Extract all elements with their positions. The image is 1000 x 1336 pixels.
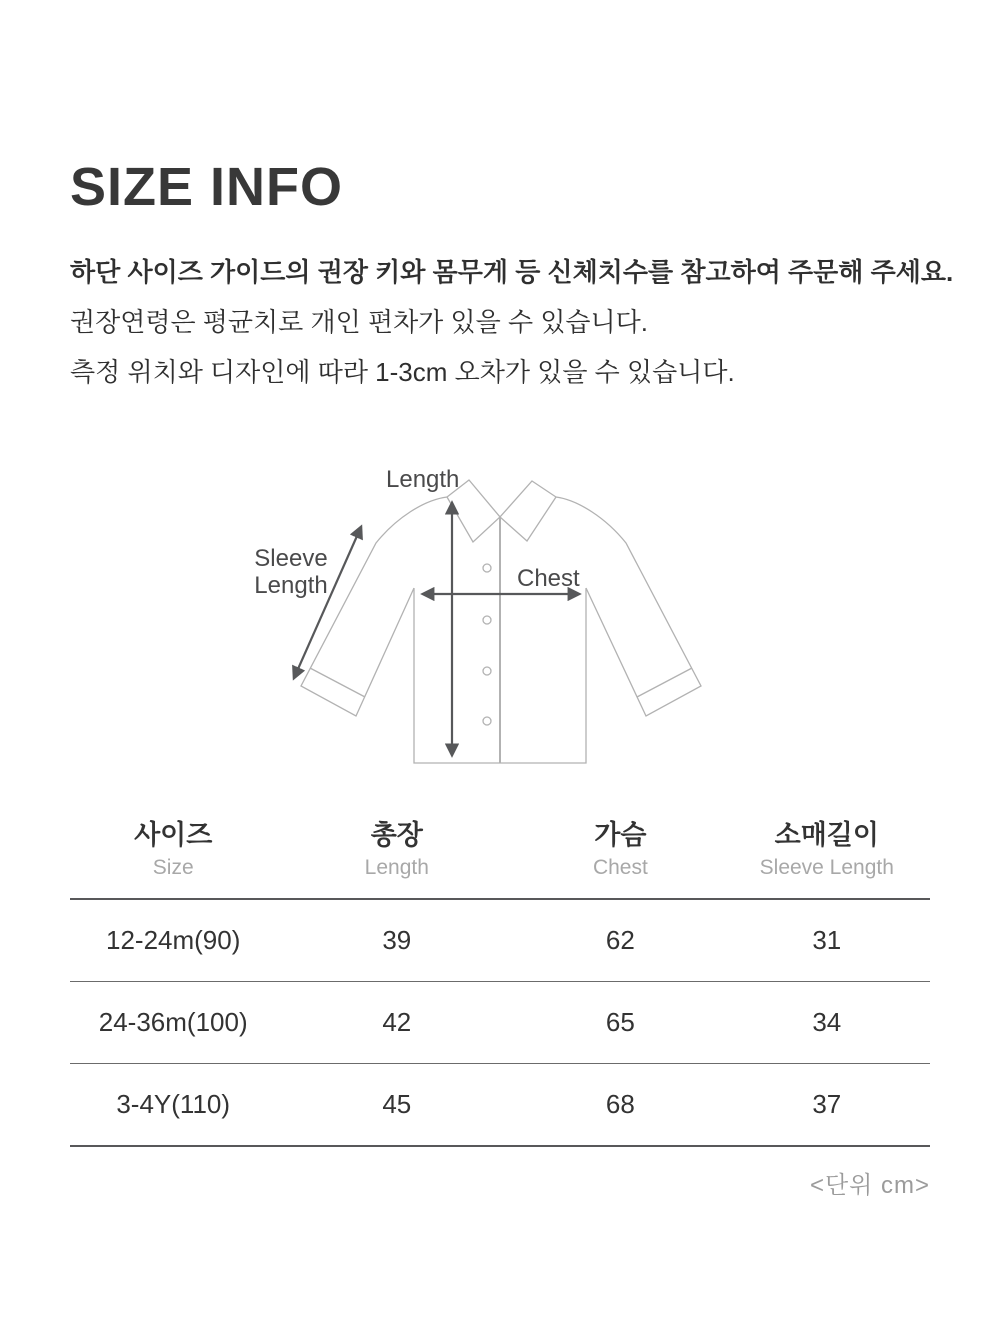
sleeve-length-label-line1: Sleeve <box>254 545 328 572</box>
cell-length: 45 <box>276 1064 517 1147</box>
page-title: SIZE INFO <box>70 157 344 218</box>
measurement-arrows <box>294 503 579 755</box>
header-length-en: Length <box>364 856 429 879</box>
cell-size: 24-36m(100) <box>70 982 276 1064</box>
length-label: Length <box>386 466 460 493</box>
cell-length: 39 <box>276 899 517 982</box>
cell-sleeve: 34 <box>724 982 930 1064</box>
header-length <box>276 810 517 899</box>
header-sleeve-length-ko: 소매길이 <box>774 820 879 850</box>
cell-chest: 65 <box>517 982 723 1064</box>
cell-chest: 62 <box>517 899 723 982</box>
shirt-diagram-svg <box>250 450 720 770</box>
button-dot <box>483 717 491 725</box>
table-row <box>70 899 930 982</box>
cell-chest: 68 <box>517 1064 723 1147</box>
header-length-ko: 총장 <box>370 820 423 850</box>
size-table <box>70 810 930 1147</box>
header-chest <box>517 810 723 899</box>
button-dot <box>483 564 491 572</box>
cell-size: 3-4Y(110) <box>70 1064 276 1147</box>
size-table-header-row <box>70 810 930 899</box>
button-dot <box>483 667 491 675</box>
header-chest-en: Chest <box>592 856 648 879</box>
intro-line-1: 하단 사이즈 가이드의 권장 키와 몸무게 등 신체치수를 참고하여 주문해 주세요. <box>70 257 954 287</box>
header-size <box>70 810 276 899</box>
intro-line-3: 측정 위치와 디자인에 따라 1-3cm 오차가 있을 수 있습니다. <box>70 357 735 387</box>
header-size-ko: 사이즈 <box>134 820 213 850</box>
table-row <box>70 1064 930 1147</box>
intro-line-2: 권장연령은 평균치로 개인 편차가 있을 수 있습니다. <box>70 307 649 337</box>
shirt-measurement-diagram <box>250 450 720 770</box>
header-chest-ko: 가슴 <box>594 820 647 850</box>
shirt-outline <box>301 480 701 763</box>
header-sleeve-length-en: Sleeve Length <box>759 856 894 879</box>
cell-sleeve: 37 <box>724 1064 930 1147</box>
unit-note: <단위 cm> <box>809 1172 930 1199</box>
cell-size: 12-24m(90) <box>70 899 276 982</box>
sleeve-length-label-line2: Length <box>254 572 328 599</box>
button-dot <box>483 616 491 624</box>
cell-sleeve: 31 <box>724 899 930 982</box>
size-table-section <box>70 810 930 1200</box>
header-size-en: Size <box>152 856 194 879</box>
table-row <box>70 982 930 1064</box>
header-sleeve-length <box>724 810 930 899</box>
chest-label: Chest <box>517 565 580 592</box>
cell-length: 42 <box>276 982 517 1064</box>
size-guide-intro <box>70 247 953 397</box>
